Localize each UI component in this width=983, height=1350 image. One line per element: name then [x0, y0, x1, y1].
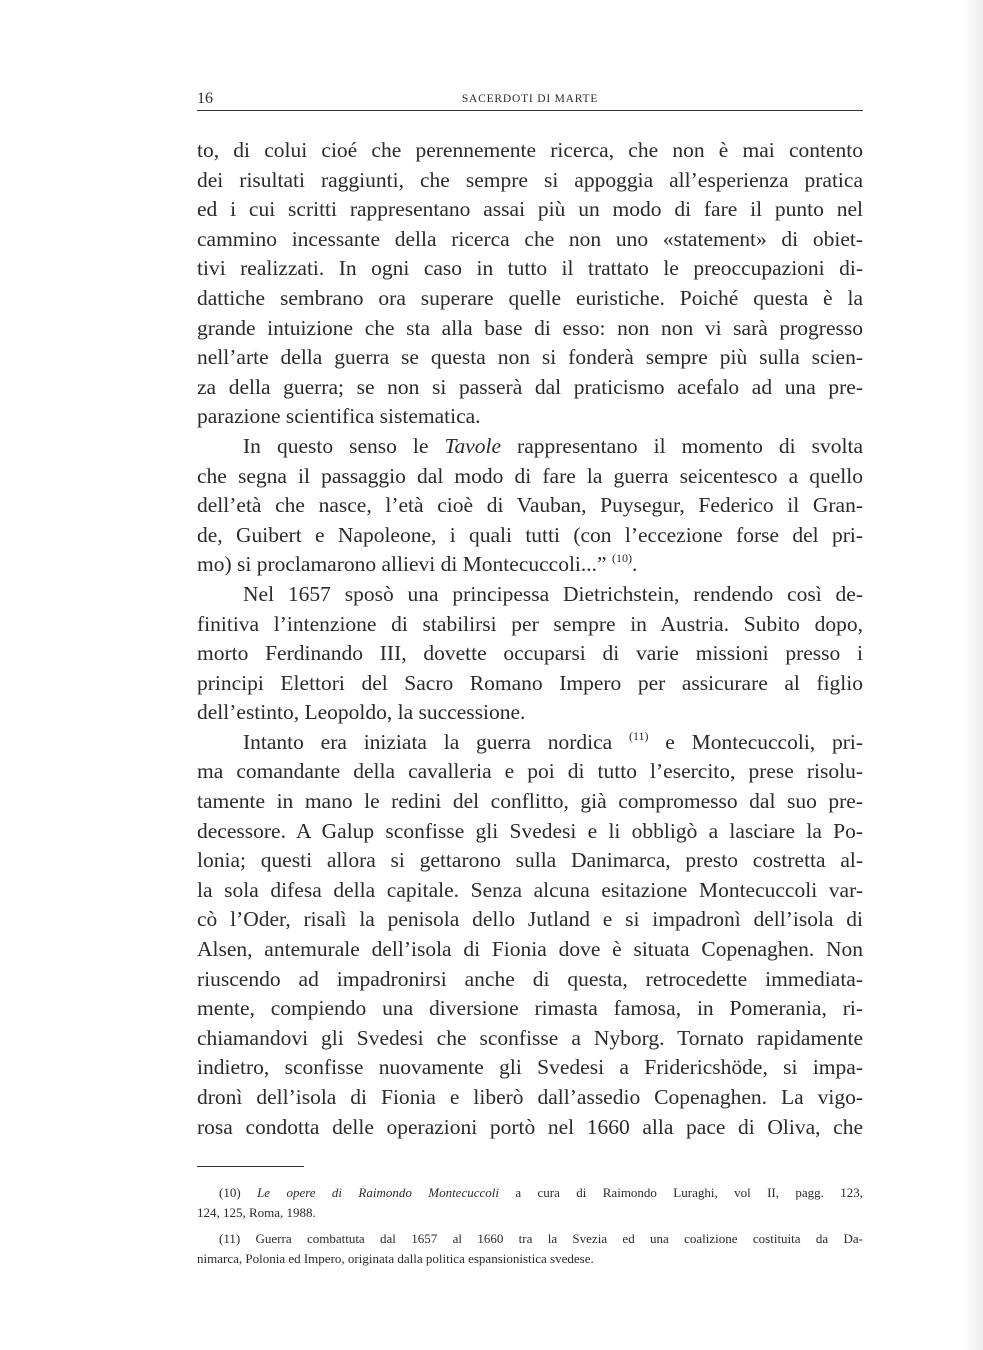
text-line: ma comandante della cavalleria e poi di tutto l’esercito, prese risolu-	[197, 759, 863, 784]
text-line: to, di colui cioé che perennemente ricerca, che non è mai contento	[197, 138, 863, 162]
text-line: che segna il passaggio dal modo di fare la guerra seicentesco a quello	[197, 463, 863, 488]
text-line: Nel 1657 sposò una principessa Dietrichstein, rendendo così de-	[243, 581, 863, 606]
page-number: 16	[197, 90, 213, 107]
text-line: morto Ferdinando III, dovette occuparsi di varie missioni presso i	[197, 641, 863, 666]
cited-work-title: Le opere di Raimondo Montecuccoli	[257, 1185, 499, 1200]
footnote-ref-11[interactable]: (11)	[628, 728, 649, 743]
text-line: chiamandovi gli Svedesi che sconfisse a Nyborg. Tornato rapidamente	[197, 1025, 863, 1050]
text-line	[197, 432, 863, 462]
text-line: rosa condotta delle operazioni portò nel 1660 alla pace di Oliva, che	[197, 1114, 863, 1139]
text-line: grande intuizione che sta alla base di esso: non non vi sarà progresso	[197, 315, 863, 340]
text-line: dattiche sembrano ora superare quelle euristiche. Poiché questa è la	[197, 285, 863, 310]
paragraph-1	[197, 136, 863, 432]
text-line: finitiva l’intenzione di stabilirsi per sempre in Austria. Subito dopo,	[197, 611, 863, 636]
text-line: nell’arte della guerra se questa non si fonderà sempre più sulla scien-	[197, 345, 863, 370]
footnote-ref-10[interactable]: (10)	[611, 551, 632, 566]
text-line: dei risultati raggiunti, che sempre si appoggia all’esperienza pratica	[197, 167, 863, 192]
text-line: de, Guibert e Napoleone, i quali tutti (con l’eccezione forse del pri-	[197, 522, 863, 547]
text-line: la sola difesa della capitale. Senza alcuna esitazione Montecuccoli var-	[197, 877, 863, 902]
text-fragment: mo) si proclamarono allievi di Montecuccoli...”	[197, 552, 612, 577]
footnote-10	[197, 1183, 863, 1223]
text-line: dronì dell’isola di Fionia e liberò dall’assedio Copenaghen. La vigo-	[197, 1085, 863, 1109]
text-line: cò l’Oder, risalì la penisola dello Jutland e si impadronì dell’isola di	[197, 907, 863, 932]
paragraph-3	[197, 580, 863, 728]
text-fragment: Intanto era iniziata la guerra nordica	[243, 729, 629, 754]
footnote-text: a cura di Raimondo Luraghi, vol II, pagg. 123,	[499, 1185, 864, 1200]
text-line: za della guerra; se non si passerà dal praticismo acefalo ad una pre-	[197, 374, 863, 399]
text-line	[197, 728, 863, 758]
work-title-italic: Tavole	[444, 433, 502, 458]
page-edge-shadow	[961, 0, 983, 1350]
footnote-line: (11) Guerra combattuta dal 1657 al 1660 tra la Svezia ed una coalizione costituita da Da-	[219, 1231, 863, 1246]
text-fragment: In questo senso le	[243, 433, 445, 458]
text-line	[197, 550, 863, 580]
text-line: Alsen, antemurale dell’isola di Fionia dove è situata Copenaghen. Non	[197, 937, 863, 962]
page-header	[197, 88, 863, 111]
footnote-separator	[197, 1166, 304, 1167]
text-line: lonia; questi allora si gettarono sulla Danimarca, presto costretta al-	[197, 848, 863, 873]
footnote-11	[197, 1229, 863, 1269]
running-title: SACERDOTI DI MARTE	[461, 93, 599, 105]
text-line: cammino incessante della ricerca che non uno «statement» di obiet-	[197, 226, 863, 251]
text-line: parazione scientifica sistematica.	[197, 404, 481, 429]
text-line: ed i cui scritti rappresentano assai più un modo di fare il punto nel	[197, 197, 863, 222]
text-line: dell’estinto, Leopoldo, la successione.	[197, 700, 526, 725]
text-line: decessore. A Galup sconfisse gli Svedesi e li obbligò a lasciare la Po-	[197, 818, 863, 843]
text-fragment: e Montecuccoli, pri-	[648, 729, 863, 754]
text-line: tamente in mano le redini del conflitto, già compromesso dal suo pre-	[197, 789, 863, 814]
footnotes	[197, 1183, 863, 1269]
footnote-line: 124, 125, Roma, 1988.	[197, 1205, 316, 1220]
text-line: tivi realizzati. In ogni caso in tutto il trattato le preoccupazioni di-	[197, 256, 863, 281]
text-fragment: .	[631, 552, 638, 577]
text-fragment: rappresentano il momento di svolta	[501, 433, 863, 458]
text-line: principi Elettori del Sacro Romano Impero per assicurare al figlio	[197, 670, 863, 695]
text-line: dell’età che nasce, l’età cioè di Vauban, Puysegur, Federico il Gran-	[197, 493, 863, 518]
footnote-line: nimarca, Polonia ed Impero, originata dalla politica espansionistica svedese.	[197, 1251, 594, 1266]
main-text	[197, 136, 863, 1142]
paragraph-4	[197, 728, 863, 1142]
text-line: indietro, sconfisse nuovamente gli Svedesi a Fridericshöde, si impa-	[197, 1055, 863, 1080]
footnote-line	[197, 1183, 863, 1203]
text-line: riuscendo ad impadronirsi anche di questa, retrocedette immediata-	[197, 966, 863, 991]
footnote-number: (10)	[219, 1185, 241, 1200]
text-line: mente, compiendo una diversione rimasta famosa, in Pomerania, ri-	[197, 996, 863, 1021]
paragraph-2	[197, 432, 863, 580]
